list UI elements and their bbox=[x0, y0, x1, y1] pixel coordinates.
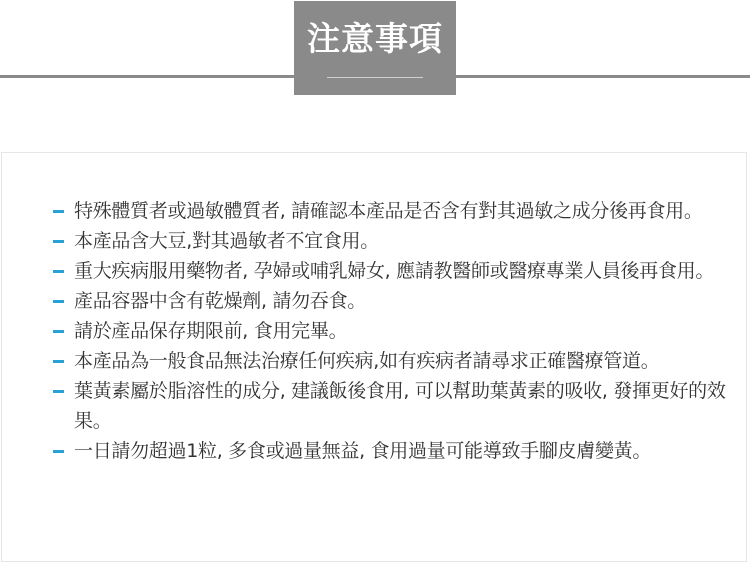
note-text: 重大疾病服用藥物者, 孕婦或哺乳婦女, 應請教醫師或醫療專業人員後再食用。 bbox=[74, 260, 715, 282]
note-item bbox=[52, 286, 728, 316]
title-underline bbox=[327, 77, 423, 78]
note-item bbox=[52, 316, 728, 346]
note-text: 本產品含大豆,對其過敏者不宜食用。 bbox=[74, 230, 379, 252]
note-text: 請於產品保存期限前, 食用完畢。 bbox=[74, 320, 348, 342]
dash-bullet-icon bbox=[53, 270, 64, 273]
dash-bullet-icon bbox=[53, 210, 64, 213]
notes-list bbox=[52, 196, 728, 466]
dash-bullet-icon bbox=[53, 240, 64, 243]
note-text: 本產品為一般食品無法治療任何疾病,如有疾病者請尋求正確醫療管道。 bbox=[74, 350, 660, 372]
note-text: 產品容器中含有乾燥劑, 請勿吞食。 bbox=[74, 290, 366, 312]
note-item bbox=[52, 196, 728, 226]
note-text: 特殊體質者或過敏體質者, 請確認本產品是否含有對其過敏之成分後再食用。 bbox=[74, 200, 703, 222]
dash-bullet-icon bbox=[53, 360, 64, 363]
note-item bbox=[52, 376, 728, 436]
dash-bullet-icon bbox=[53, 390, 64, 393]
dash-bullet-icon bbox=[53, 450, 64, 453]
note-item bbox=[52, 346, 728, 376]
note-item bbox=[52, 226, 728, 256]
section-title: 注意事項 bbox=[307, 19, 443, 58]
section-title-box bbox=[294, 1, 456, 95]
note-text: 葉黃素屬於脂溶性的成分, 建議飯後食用, 可以幫助葉黃素的吸收, 發揮更好的效果。 bbox=[74, 380, 726, 432]
note-item bbox=[52, 256, 728, 286]
note-text: 一日請勿超過1粒, 多食或過量無益, 食用過量可能導致手腳皮膚變黃。 bbox=[74, 440, 652, 462]
note-item bbox=[52, 436, 728, 466]
dash-bullet-icon bbox=[53, 300, 64, 303]
dash-bullet-icon bbox=[53, 330, 64, 333]
